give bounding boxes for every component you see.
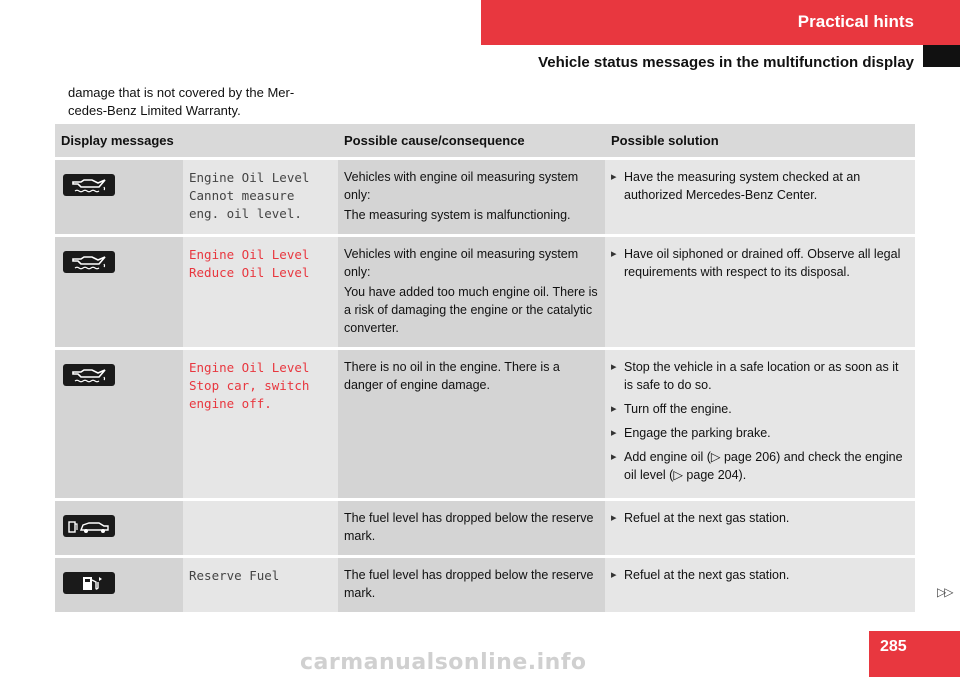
continue-marker: ▷▷ [937, 585, 952, 599]
display-message-cell [183, 236, 338, 349]
cause-text: There is no oil in the engine. There is a danger of engine damage. [344, 360, 560, 392]
watermark: carmanualsonline.info [300, 650, 587, 675]
corner-marker [923, 45, 960, 67]
section-title: Practical hints [797, 12, 914, 31]
solution-step [611, 448, 909, 484]
display-message-line: Engine Oil Level [189, 360, 310, 375]
icon-cell [55, 349, 183, 500]
display-message-line: engine off. [189, 396, 272, 411]
solution-cell [605, 349, 915, 500]
step-arrow-icon: ▸ [611, 451, 617, 463]
solution-step [611, 424, 909, 442]
table-header-row [55, 124, 915, 159]
intro-line: cedes-Benz Limited Warranty. [68, 103, 241, 118]
step-arrow-icon: ▸ [611, 569, 617, 581]
display-message-line: Reserve Fuel [189, 568, 280, 583]
cause-text: The fuel level has dropped below the reserve mark. [344, 511, 594, 543]
display-message-line: Engine Oil Level [189, 170, 310, 185]
solution-step [611, 400, 909, 418]
oil-can-icon [63, 364, 115, 386]
display-message-line: eng. oil level. [189, 206, 302, 221]
icon-cell [55, 236, 183, 349]
cause-cell [338, 349, 605, 500]
icon-cell [55, 159, 183, 236]
display-message-cell [183, 349, 338, 500]
solution-text: Stop the vehicle in a safe location or as soon as it is safe to do so. [624, 360, 899, 392]
page-number: 285 [880, 638, 907, 655]
step-arrow-icon: ▸ [611, 403, 617, 415]
solution-step [611, 168, 909, 204]
display-message-line: Stop car, switch [189, 378, 310, 393]
icon-cell [55, 500, 183, 557]
intro-text [68, 84, 348, 120]
fuel-pump-icon [63, 572, 115, 594]
cause-text: The fuel level has dropped below the reserve mark. [344, 568, 594, 600]
page-subtitle: Vehicle status messages in the multifunction display [538, 54, 914, 71]
cause-text: Vehicles with engine oil measuring system only: [344, 247, 579, 279]
display-message-cell [183, 159, 338, 236]
oil-can-icon [63, 251, 115, 273]
solution-text: Engage the parking brake. [624, 426, 771, 440]
step-arrow-icon: ▸ [611, 171, 617, 183]
solution-text: Have oil siphoned or drained off. Observe all legal requirements with respect to its disposal. [624, 247, 901, 279]
cause-cell [338, 557, 605, 614]
solution-cell [605, 236, 915, 349]
solution-text: Add engine oil (▷ page 206) and check the engine oil level (▷ page 204). [624, 450, 903, 482]
solution-cell [605, 159, 915, 236]
display-message-line: Engine Oil Level [189, 247, 310, 262]
oil-can-icon [63, 174, 115, 196]
solution-step [611, 509, 909, 527]
cause-cell [338, 159, 605, 236]
status-messages-table [55, 124, 915, 615]
column-header-solution: Possible solution [605, 124, 915, 159]
column-header-cause: Possible cause/consequence [338, 124, 605, 159]
solution-step [611, 358, 909, 394]
table-row [55, 557, 915, 614]
solution-step [611, 566, 909, 584]
display-message-line: Cannot measure [189, 188, 295, 203]
fuel-car-icon [63, 515, 115, 537]
table-row [55, 159, 915, 236]
cause-text: Vehicles with engine oil measuring system only: [344, 170, 579, 202]
solution-step [611, 245, 909, 281]
solution-cell [605, 500, 915, 557]
cause-cell [338, 236, 605, 349]
table-row [55, 500, 915, 557]
step-arrow-icon: ▸ [611, 512, 617, 524]
cause-text: You have added too much engine oil. There is a risk of damaging the engine or the catalytic converter. [344, 285, 598, 335]
table-row [55, 349, 915, 500]
display-message-cell [183, 500, 338, 557]
cause-text: The measuring system is malfunctioning. [344, 208, 571, 222]
display-message-cell [183, 557, 338, 614]
cause-cell [338, 500, 605, 557]
display-message-line: Reduce Oil Level [189, 265, 310, 280]
solution-text: Refuel at the next gas station. [624, 568, 790, 582]
table-row [55, 236, 915, 349]
solution-text: Have the measuring system checked at an authorized Mercedes-Benz Center. [624, 170, 861, 202]
step-arrow-icon: ▸ [611, 427, 617, 439]
solution-text: Turn off the engine. [624, 402, 732, 416]
solution-text: Refuel at the next gas station. [624, 511, 790, 525]
solution-cell [605, 557, 915, 614]
column-header-display: Display messages [55, 124, 338, 159]
icon-cell [55, 557, 183, 614]
intro-line: damage that is not covered by the Mer- [68, 85, 295, 100]
step-arrow-icon: ▸ [611, 361, 617, 373]
step-arrow-icon: ▸ [611, 248, 617, 260]
